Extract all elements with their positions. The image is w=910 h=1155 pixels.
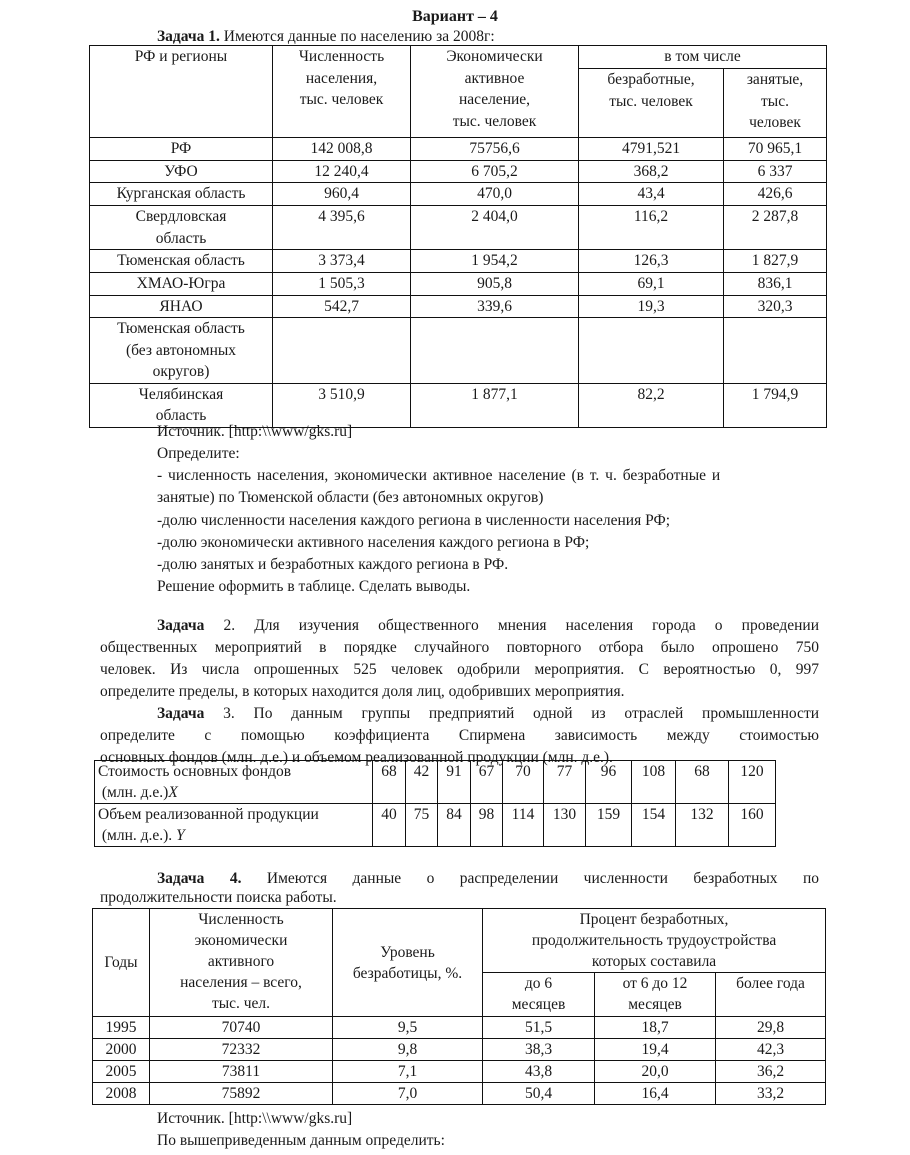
cell-x: 70 xyxy=(503,761,544,804)
header-population: Численность населения, тыс. человек xyxy=(273,46,411,138)
cell-unemployed xyxy=(579,318,724,384)
cell-y: 40 xyxy=(373,804,406,847)
cell-x: 96 xyxy=(586,761,632,804)
cell-over1y: 29,8 xyxy=(716,1017,826,1039)
cell-over1y: 36,2 xyxy=(716,1061,826,1083)
cell-from6to12: 20,0 xyxy=(595,1061,716,1083)
cell-y: 75 xyxy=(406,804,438,847)
cell-unemployed: 19,3 xyxy=(579,295,724,318)
y-label: Объем реализованной продукции (млн. д.е.). Y xyxy=(95,804,373,847)
task4-line: продолжительности поиска работы. xyxy=(100,889,337,906)
task2-label: Задача xyxy=(157,617,205,634)
header-including: в том числе xyxy=(579,46,827,69)
cell-unemployed: 82,2 xyxy=(579,383,724,427)
task2-line: Задача 2. Для изучения общественного мнения населения города о проведении xyxy=(157,617,819,634)
cell-rate: 7,1 xyxy=(333,1061,483,1083)
cell-y: 160 xyxy=(729,804,776,847)
population-table xyxy=(89,45,827,428)
cell-x: 68 xyxy=(373,761,406,804)
header-upto6: до 6 месяцев xyxy=(483,973,595,1017)
header-over1y: более года xyxy=(716,973,826,1017)
task3-line: определите с помощью коэффициента Спирмена зависимость между стоимостью xyxy=(100,727,819,744)
cell-y: 154 xyxy=(632,804,676,847)
task1-item: -долю численности населения каждого региона в численности населения РФ; xyxy=(157,512,671,529)
cell-upto6: 51,5 xyxy=(483,1017,595,1039)
cell-active: 6 705,2 xyxy=(411,160,579,183)
region-name: Свердловская область xyxy=(90,206,273,250)
region-name: Тюменская область xyxy=(90,250,273,273)
cell-population: 960,4 xyxy=(273,183,411,206)
task1-intro-text: Имеются данные по населению за 2008г: xyxy=(223,28,495,45)
cell-y: 159 xyxy=(586,804,632,847)
table-row xyxy=(90,183,827,206)
cell-employed: 836,1 xyxy=(724,272,827,295)
cell-population: 3 373,4 xyxy=(273,250,411,273)
cell-upto6: 43,8 xyxy=(483,1061,595,1083)
region-name: РФ xyxy=(90,138,273,161)
table-row xyxy=(93,1083,826,1105)
task1-determine: Определите: xyxy=(157,445,240,462)
task1-item: -долю занятых и безработных каждого региона в РФ. xyxy=(157,556,509,573)
cell-active: 1 877,1 xyxy=(411,383,579,427)
cell-active: 73811 xyxy=(150,1061,333,1083)
task3-line: основных фондов (млн. д.е.) и объемом реализованной продукции (млн. д.е.). xyxy=(100,749,613,766)
table-row xyxy=(90,318,827,384)
cell-active: 75756,6 xyxy=(411,138,579,161)
region-name: Тюменская область (без автономных округов) xyxy=(90,318,273,384)
cell-x: 77 xyxy=(544,761,586,804)
cell-active: 2 404,0 xyxy=(411,206,579,250)
cell-year: 2008 xyxy=(93,1083,150,1105)
task2-line: человек. Из числа опрошенных 525 человек одобрили мероприятия. С вероятностью 0, 997 xyxy=(100,661,819,678)
spearman-table xyxy=(94,760,776,847)
region-name: ХМАО-Югра xyxy=(90,272,273,295)
cell-unemployed: 116,2 xyxy=(579,206,724,250)
task4-source: Источник. [http:\\www/gks.ru] xyxy=(157,1110,353,1127)
task2-line: определите пределы, в которых находится доля лиц, одобривших мероприятия. xyxy=(100,683,625,700)
cell-rate: 9,5 xyxy=(333,1017,483,1039)
task3-label: Задача xyxy=(157,705,205,722)
cell-employed: 1 794,9 xyxy=(724,383,827,427)
table-row xyxy=(90,206,827,250)
cell-employed xyxy=(724,318,827,384)
cell-active: 339,6 xyxy=(411,295,579,318)
cell-employed: 2 287,8 xyxy=(724,206,827,250)
cell-over1y: 42,3 xyxy=(716,1039,826,1061)
cell-over1y: 33,2 xyxy=(716,1083,826,1105)
table-row xyxy=(93,1061,826,1083)
cell-population: 3 510,9 xyxy=(273,383,411,427)
cell-year: 2005 xyxy=(93,1061,150,1083)
task4-label: Задача xyxy=(157,870,205,887)
cell-y: 130 xyxy=(544,804,586,847)
cell-from6to12: 19,4 xyxy=(595,1039,716,1061)
table-row xyxy=(93,1039,826,1061)
cell-active: 905,8 xyxy=(411,272,579,295)
cell-upto6: 38,3 xyxy=(483,1039,595,1061)
cell-upto6: 50,4 xyxy=(483,1083,595,1105)
header-years: Годы xyxy=(93,909,150,1017)
cell-x: 68 xyxy=(676,761,729,804)
cell-from6to12: 16,4 xyxy=(595,1083,716,1105)
header-rate: Уровень безработицы, %. xyxy=(333,909,483,1017)
cell-y: 114 xyxy=(503,804,544,847)
task1-label: Задача 1. xyxy=(157,28,220,45)
x-label: Стоимость основных фондов (млн. д.е.)X xyxy=(95,761,373,804)
cell-year: 2000 xyxy=(93,1039,150,1061)
variant-title: Вариант – 4 xyxy=(412,8,498,25)
cell-population: 1 505,3 xyxy=(273,272,411,295)
task1-source: Источник. [http:\\www/gks.ru] xyxy=(157,423,353,440)
header-active: Численность экономически активного населения – всего, тыс. чел. xyxy=(150,909,333,1017)
task2-line: общественных мероприятий в порядке случайного повторного отбора было опрошено 750 xyxy=(100,639,819,656)
cell-unemployed: 368,2 xyxy=(579,160,724,183)
cell-rate: 9,8 xyxy=(333,1039,483,1061)
cell-active: 1 954,2 xyxy=(411,250,579,273)
task1-intro xyxy=(157,26,495,47)
cell-active: 70740 xyxy=(150,1017,333,1039)
table-row xyxy=(90,295,827,318)
cell-active: 470,0 xyxy=(411,183,579,206)
cell-x: 42 xyxy=(406,761,438,804)
cell-population: 12 240,4 xyxy=(273,160,411,183)
header-employed: занятые, тыс. человек xyxy=(724,69,827,138)
cell-employed: 320,3 xyxy=(724,295,827,318)
cell-active: 72332 xyxy=(150,1039,333,1061)
task3-line: Задача 3. По данным группы предприятий одной из отраслей промышленности xyxy=(157,705,820,722)
cell-y: 98 xyxy=(471,804,503,847)
cell-population: 4 395,6 xyxy=(273,206,411,250)
header-region: РФ и регионы xyxy=(90,46,273,138)
table-row xyxy=(90,250,827,273)
cell-unemployed: 126,3 xyxy=(579,250,724,273)
cell-population: 142 008,8 xyxy=(273,138,411,161)
cell-unemployed: 43,4 xyxy=(579,183,724,206)
cell-rate: 7,0 xyxy=(333,1083,483,1105)
header-from6to12: от 6 до 12 месяцев xyxy=(595,973,716,1017)
region-name: УФО xyxy=(90,160,273,183)
region-name: ЯНАО xyxy=(90,295,273,318)
header-percent: Процент безработных, продолжительность трудоустройства которых составила xyxy=(483,909,826,973)
header-unemployed: безработные, тыс. человек xyxy=(579,69,724,138)
cell-y: 132 xyxy=(676,804,729,847)
cell-employed: 6 337 xyxy=(724,160,827,183)
cell-x: 67 xyxy=(471,761,503,804)
task1-item: занятые) по Тюменской области (без автономных округов) xyxy=(157,489,544,506)
cell-x: 108 xyxy=(632,761,676,804)
cell-x: 120 xyxy=(729,761,776,804)
table-row xyxy=(93,1017,826,1039)
cell-year: 1995 xyxy=(93,1017,150,1039)
cell-employed: 426,6 xyxy=(724,183,827,206)
cell-employed: 70 965,1 xyxy=(724,138,827,161)
cell-unemployed: 4791,521 xyxy=(579,138,724,161)
region-name: Курганская область xyxy=(90,183,273,206)
cell-employed: 1 827,9 xyxy=(724,250,827,273)
cell-from6to12: 18,7 xyxy=(595,1017,716,1039)
header-active: Экономически активное население, тыс. человек xyxy=(411,46,579,138)
cell-active xyxy=(411,318,579,384)
cell-y: 84 xyxy=(438,804,471,847)
task1-item: -долю экономически активного населения каждого региона в РФ; xyxy=(157,534,590,551)
cell-population: 542,7 xyxy=(273,295,411,318)
region-name: Челябинская область xyxy=(90,383,273,427)
unemployment-table xyxy=(92,908,826,1105)
task1-conclusion: Решение оформить в таблице. Сделать выводы. xyxy=(157,578,471,595)
task4-determine: По вышеприведенным данным определить: xyxy=(157,1132,445,1149)
cell-population xyxy=(273,318,411,384)
cell-x: 91 xyxy=(438,761,471,804)
cell-unemployed: 69,1 xyxy=(579,272,724,295)
cell-active: 75892 xyxy=(150,1083,333,1105)
table-row xyxy=(90,272,827,295)
table-row xyxy=(90,160,827,183)
task4-line: Задача 4. Имеются данные о распределении численности безработных по xyxy=(157,870,819,887)
table-row xyxy=(90,138,827,161)
task1-item: - численность населения, экономически активное население (в т. ч. безработные и xyxy=(157,467,721,484)
